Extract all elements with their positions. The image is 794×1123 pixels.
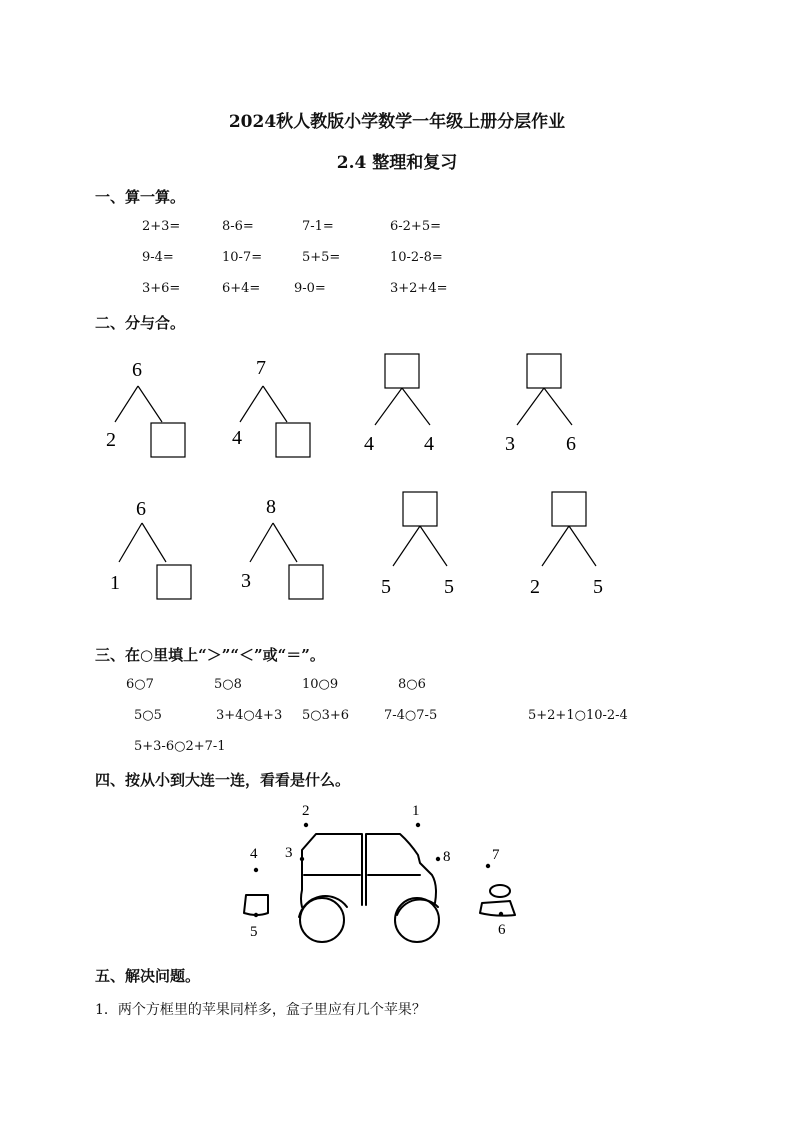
dot-7 — [486, 864, 490, 868]
dot-label-2: 2 — [302, 803, 310, 819]
answer-box[interactable] — [276, 423, 310, 457]
answer-box[interactable] — [385, 354, 419, 388]
dot-label-3: 3 — [285, 845, 293, 861]
answer-box[interactable] — [403, 492, 437, 526]
section-5-heading: 五、解决问题。 — [95, 967, 201, 985]
dot-label-8: 8 — [443, 849, 451, 865]
dot-2 — [304, 823, 308, 827]
connect-dots-figure — [0, 795, 794, 945]
dot-4 — [254, 868, 258, 872]
branch-line — [240, 386, 263, 422]
section-1-heading: 一、算一算。 — [95, 188, 186, 206]
split-diagrams — [0, 340, 794, 615]
answer-box[interactable] — [552, 492, 586, 526]
right-piece-bottom — [480, 901, 515, 916]
split-left-number: 1 — [110, 572, 120, 594]
branch-line — [393, 526, 420, 566]
right-piece-top — [490, 885, 510, 897]
calc-item: 6-2+5= — [390, 219, 441, 234]
page-subtitle: 2.4 整理和复习 — [336, 153, 458, 173]
split-right-number: 5 — [444, 576, 454, 598]
section-2-heading: 二、分与合。 — [95, 314, 186, 332]
dot-8 — [436, 857, 440, 861]
calc-item: 9-4= — [142, 250, 174, 265]
calc-item: 10-2-8= — [390, 250, 443, 265]
dot-1 — [416, 823, 420, 827]
branch-line — [542, 526, 569, 566]
split-left-number: 2 — [106, 429, 116, 451]
split-right-number: 5 — [593, 576, 603, 598]
calc-item: 7-1= — [302, 219, 334, 234]
branch-line — [420, 526, 447, 566]
calc-item: 3+6= — [142, 281, 181, 296]
dot-5 — [254, 913, 258, 917]
car-wheel — [300, 898, 344, 942]
compare-item: 6○7 — [126, 677, 154, 692]
dot-label-6: 6 — [498, 922, 506, 938]
calc-item: 8-6= — [222, 219, 254, 234]
compare-item: 5+3-6○2+7-1 — [134, 739, 226, 754]
branch-line — [119, 523, 142, 562]
dot-label-5: 5 — [250, 924, 258, 940]
calc-item: 9-0= — [294, 281, 326, 296]
calc-item: 5+5= — [302, 250, 341, 265]
branch-line — [263, 386, 287, 422]
branch-line — [544, 388, 572, 425]
section-4-heading: 四、按从小到大连一连，看看是什么。 — [95, 771, 351, 789]
dot-label-1: 1 — [412, 803, 420, 819]
split-top-number: 6 — [136, 498, 146, 520]
split-top-number: 8 — [266, 496, 276, 518]
branch-line — [375, 388, 402, 425]
branch-line — [142, 523, 166, 562]
compare-item: 5○3+6 — [302, 708, 350, 723]
section-3-heading: 三、在○里填上“＞”“＜”或“＝”。 — [95, 646, 325, 664]
split-left-number: 3 — [505, 433, 515, 455]
calc-item: 2+3= — [142, 219, 181, 234]
answer-box[interactable] — [289, 565, 323, 599]
split-left-number: 3 — [241, 570, 251, 592]
left-piece — [244, 895, 268, 915]
dot-3 — [300, 857, 304, 861]
compare-item: 5○8 — [214, 677, 242, 692]
split-left-number: 2 — [530, 576, 540, 598]
calc-item: 10-7= — [222, 250, 263, 265]
split-left-number: 4 — [232, 427, 242, 449]
compare-item: 10○9 — [302, 677, 339, 692]
branch-line — [517, 388, 544, 425]
split-left-number: 4 — [364, 433, 374, 455]
calc-item: 6+4= — [222, 281, 261, 296]
calc-item: 3+2+4= — [390, 281, 448, 296]
car-wheel — [395, 898, 439, 942]
branch-line — [273, 523, 297, 562]
dot-label-4: 4 — [250, 846, 258, 862]
split-left-number: 5 — [381, 576, 391, 598]
split-top-number: 6 — [132, 359, 142, 381]
branch-line — [569, 526, 596, 566]
branch-line — [402, 388, 430, 425]
dot-6 — [499, 912, 503, 916]
answer-box[interactable] — [157, 565, 191, 599]
compare-item: 5○5 — [134, 708, 162, 723]
problem-1-text: 1．两个方框里的苹果同样多，盒子里应有几个苹果？ — [95, 1002, 426, 1018]
dot-label-7: 7 — [492, 847, 500, 863]
branch-line — [138, 386, 162, 422]
branch-line — [250, 523, 273, 562]
compare-item: 3+4○4+3 — [216, 708, 283, 723]
page-title: 2024秋人教版小学数学一年级上册分层作业 — [228, 112, 566, 132]
compare-item: 8○6 — [398, 677, 426, 692]
answer-box[interactable] — [527, 354, 561, 388]
split-right-number: 6 — [566, 433, 576, 455]
branch-line — [115, 386, 138, 422]
split-top-number: 7 — [256, 357, 266, 379]
answer-box[interactable] — [151, 423, 185, 457]
compare-item: 5+2+1○10-2-4 — [528, 708, 628, 723]
compare-item: 7-4○7-5 — [384, 708, 438, 723]
split-right-number: 4 — [424, 433, 434, 455]
